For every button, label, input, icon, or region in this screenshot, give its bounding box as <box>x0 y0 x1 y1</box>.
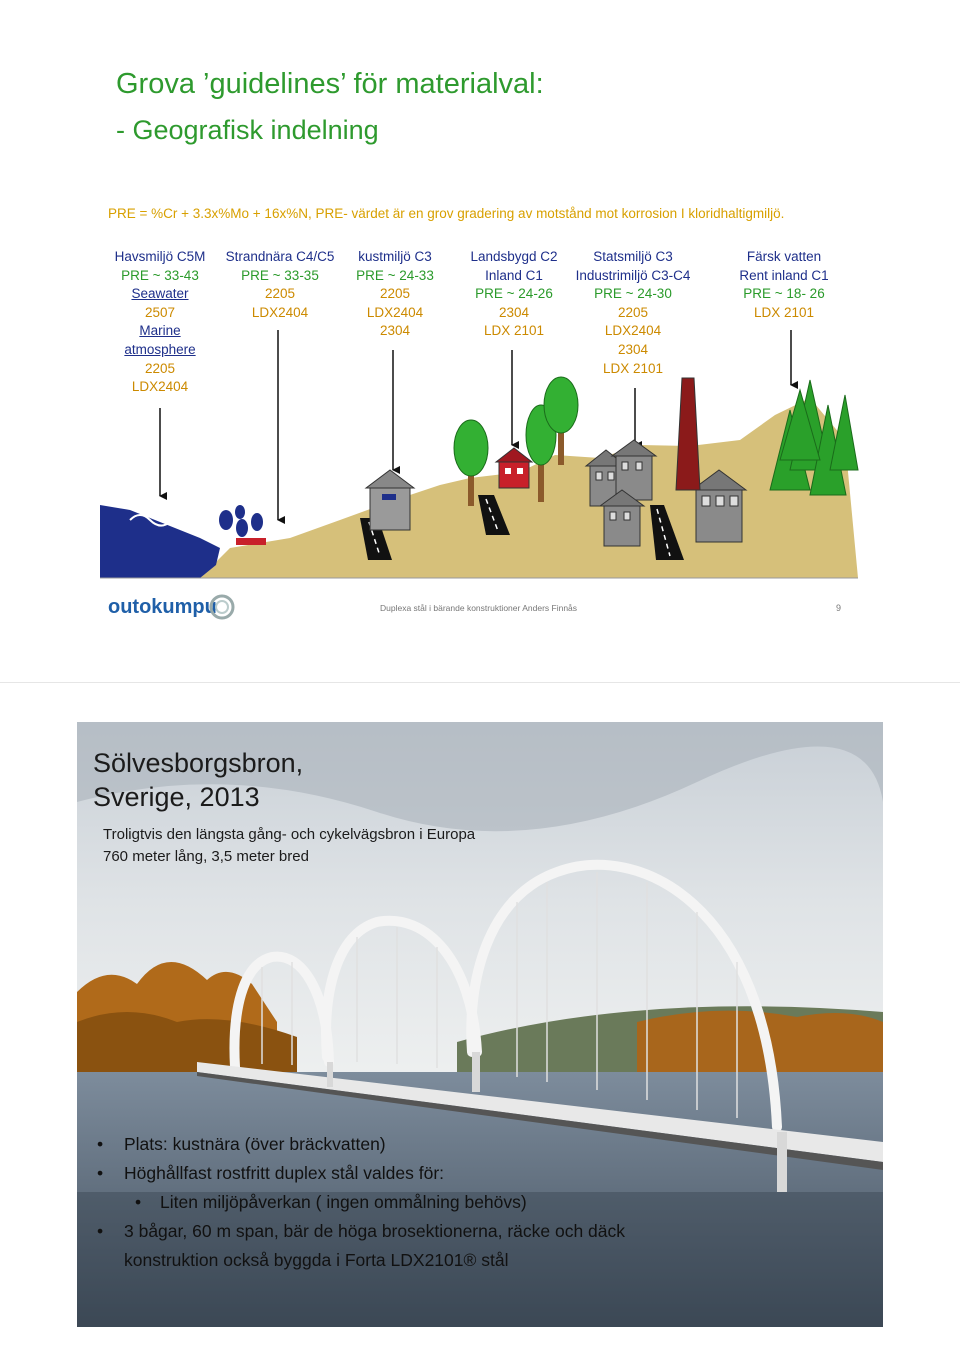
zone-grade: 2205 <box>379 286 411 302</box>
logo-text: outokumpu <box>108 596 217 618</box>
bullet-item: • 3 bågar, 60 m span, bär de höga brosektionerna, räcke och däck <box>97 1217 625 1246</box>
footer-text: Duplexa stål i bärande konstruktioner Anders Finnås <box>380 603 578 613</box>
outokumpu-logo <box>108 592 248 622</box>
factory-chimney <box>676 378 700 490</box>
house-kust <box>366 470 414 530</box>
page-divider <box>0 682 960 683</box>
subtitle-line2: 760 meter lång, 3,5 meter bred <box>103 848 309 865</box>
slide-solvesborgsbron <box>77 722 883 1327</box>
buoys <box>219 505 263 537</box>
zone-heading: Industrimiljö C3-C4 <box>575 267 691 283</box>
zone-heading: Rent inland C1 <box>739 267 829 283</box>
zone-grade: LDX2404 <box>366 304 424 320</box>
bullet-item: • Plats: kustnära (över bräckvatten) <box>97 1130 625 1159</box>
zone-grade: 2205 <box>144 360 176 376</box>
zone-grade: 2205 <box>264 286 296 302</box>
zone-heading: Färsk vatten <box>746 249 822 264</box>
boat <box>236 538 266 545</box>
zone-extra: Marine <box>139 323 181 339</box>
bullet-item: • Höghållfast rostfritt duplex stål valdes för: <box>97 1159 625 1188</box>
zone-grade: LDX 2101 <box>602 360 664 376</box>
zone-grade: 2507 <box>144 304 176 320</box>
zone-pre: PRE ~ 18- 26 <box>743 286 825 302</box>
zone-grade: LDX 2101 <box>483 323 545 339</box>
slide2-subtitle <box>103 824 475 868</box>
page-number: 9 <box>836 603 842 613</box>
sub-bullet-item: • Liten miljöpåverkan ( ingen ommålning behövs) <box>97 1188 625 1217</box>
zone-pre: PRE ~ 24-33 <box>356 267 434 283</box>
zone-grade: 2205 <box>617 304 649 320</box>
landscape-illustration <box>0 0 960 660</box>
zone-grade: LDX 2101 <box>753 304 815 320</box>
zone-extra: atmosphere <box>124 341 196 357</box>
house-red <box>496 448 532 488</box>
zone-heading: Statsmiljö C3 <box>593 249 673 264</box>
slide2-title-line2: Sverige, 2013 <box>93 782 260 812</box>
zone-extra: Seawater <box>131 286 189 302</box>
zone-heading: Landsbygd C2 <box>470 249 558 264</box>
sea-area <box>100 505 220 578</box>
pre-formula-note: PRE = %Cr + 3.3x%Mo + 16x%N, PRE- värdet är en grov gradering av motstånd mot korrosion I kloridhaltigmiljö. <box>108 206 785 221</box>
zone-grade: LDX2404 <box>251 304 309 320</box>
zone-grade: LDX2404 <box>131 379 189 395</box>
zone-pre: PRE ~ 33-43 <box>121 267 199 283</box>
slide-geografisk-indelning <box>0 0 960 660</box>
zone-pre: PRE ~ 33-35 <box>241 267 319 283</box>
zone-grade: 2304 <box>379 323 411 339</box>
bullet-list <box>97 1130 625 1275</box>
zone-heading: kustmiljö C3 <box>358 249 432 264</box>
slide-subtitle: - Geografisk indelning <box>116 115 379 145</box>
zone-heading: Inland C1 <box>485 267 543 283</box>
subtitle-line1: Troligtvis den längsta gång- och cykelvägsbron i Europa <box>103 826 476 843</box>
zone-grade: 2304 <box>617 341 649 357</box>
slide2-title <box>93 746 303 814</box>
zone-pre: PRE ~ 24-30 <box>594 286 672 302</box>
zone-pre: PRE ~ 24-26 <box>475 286 553 302</box>
zone-grade: 2304 <box>498 304 530 320</box>
zone-grade: LDX2404 <box>604 323 662 339</box>
bullet-continuation: konstruktion också byggda i Forta LDX2101® stål <box>124 1250 509 1270</box>
slide2-title-line1: Sölvesborgsbron, <box>93 748 304 778</box>
zone-heading: Havsmiljö C5M <box>114 249 206 264</box>
zone-heading: Strandnära C4/C5 <box>225 249 335 264</box>
slide-title: Grova ’guidelines’ för materialval: <box>116 68 544 100</box>
